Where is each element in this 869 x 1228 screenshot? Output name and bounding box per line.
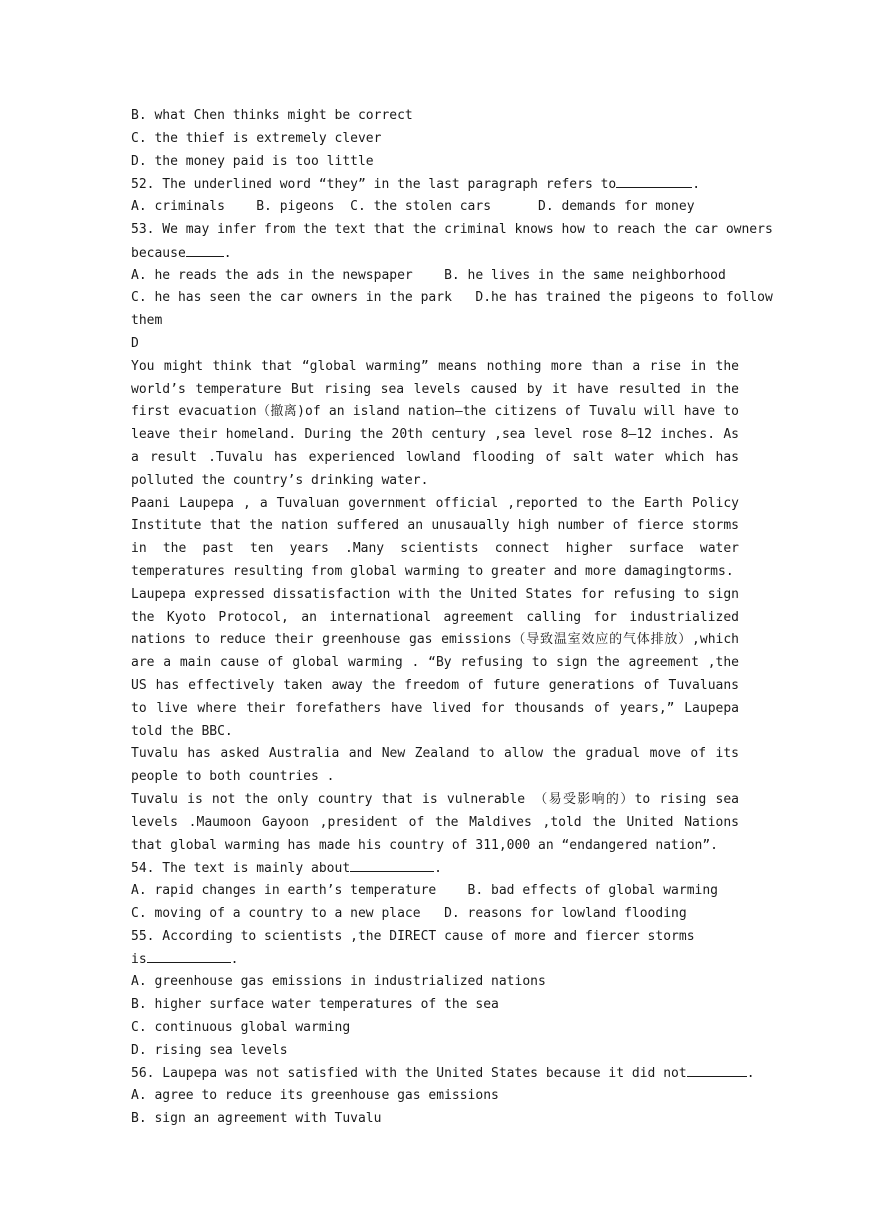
q53-options-cd-cont: them xyxy=(131,313,163,329)
q56-option-a: A. agree to reduce its greenhouse gas emissions xyxy=(131,1088,499,1104)
q55-option-a: A. greenhouse gas emissions in industrialized nations xyxy=(131,974,546,990)
q56-stem-text: 56. Laupepa was not satisfied with the United States because it did not xyxy=(131,1066,687,1082)
q52-stem-end: . xyxy=(692,177,701,193)
q53-options-ab: A. he reads the ads in the newspaper B. he lives in the same neighborhood xyxy=(131,267,726,283)
section-d-label: D xyxy=(131,335,139,351)
q56-answer-blank xyxy=(687,1062,747,1077)
q55-stem-line2 xyxy=(131,948,739,971)
q53-stem-line1: 53. We may infer from the text that the criminal knows how to reach the car owners xyxy=(131,221,773,237)
q56-stem-end: . xyxy=(746,1066,755,1082)
passage-paragraph-5: Tuvalu is not the only country that is vulnerable （易受影响的）to rising sea levels .Maumoon Gayoon ,president of the Maldives ,told the United Nations that global warming has made his country of 311,000 an “endangered nation”. xyxy=(131,791,739,853)
q52-options: A. criminals B. pigeons C. the stolen cars D. demands for money xyxy=(131,199,695,215)
passage-paragraph-1: You might think that “global warming” means nothing more than a rise in the world’s temperature But rising sea levels caused by it have resulted in the first evacuation（撤离)of an island nation—the citizens of Tuvalu will have to leave their homeland. During the 20th century ,sea level rose 8—12 inches. As a result .Tuvalu has experienced lowland flooding of salt water which has polluted the country’s drinking water. xyxy=(131,358,739,488)
q51-option-d: D. the money paid is too little xyxy=(131,153,374,169)
q54-stem-text: 54. The text is mainly about xyxy=(131,861,351,877)
q55-option-c: C. continuous global warming xyxy=(131,1019,351,1035)
q54-options-ab: A. rapid changes in earth’s temperature B. bad effects of global warming xyxy=(131,883,718,899)
q51-option-b: B. what Chen thinks might be correct xyxy=(131,108,413,123)
q56-option-b: B. sign an agreement with Tuvalu xyxy=(131,1111,382,1127)
q54-options-cd: C. moving of a country to a new place D. reasons for lowland flooding xyxy=(131,905,687,921)
q55-option-b: B. higher surface water temperatures of the sea xyxy=(131,997,499,1013)
q55-option-d: D. rising sea levels xyxy=(131,1042,288,1058)
q55-stem-end: . xyxy=(230,952,239,968)
q53-stem-end: . xyxy=(223,245,232,261)
q53-answer-blank xyxy=(186,242,224,257)
q55-stem-text: is xyxy=(131,952,147,968)
exam-page xyxy=(131,105,773,1131)
q55-stem-line1: 55. According to scientists ,the DIRECT cause of more and fiercer storms xyxy=(131,928,695,944)
q54-stem-end: . xyxy=(434,861,442,877)
q55-answer-blank xyxy=(147,948,231,963)
q51-option-c: C. the thief is extremely clever xyxy=(131,130,382,146)
q56-stem xyxy=(131,1062,755,1085)
q54-stem xyxy=(131,857,739,880)
q53-stem-text: because xyxy=(131,245,186,261)
q53-stem-line2 xyxy=(131,242,739,265)
q52-answer-blank xyxy=(616,173,692,188)
q52-stem-text: 52. The underlined word “they” in the last paragraph refers to xyxy=(131,177,617,193)
passage-paragraph-3: Laupepa expressed dissatisfaction with the United States for refusing to sign the Kyoto Protocol, an international agreement calling for industrialized nations to reduce their greenhouse gas emissions（导致温室效应的气体排放）,which are a main cause of global warming . “By refusing to sign the agreement ,the US has effectively taken away the freedom of future generations of Tuvaluans to live where their forefathers have lived for thousands of years,” Laupepa told the BBC. xyxy=(131,586,739,739)
q54-answer-blank xyxy=(350,857,434,872)
passage-paragraph-4: Tuvalu has asked Australia and New Zealand to allow the gradual move of its people to both countries . xyxy=(131,746,739,785)
q52-stem xyxy=(131,173,739,196)
passage-paragraph-2: Paani Laupepa , a Tuvaluan government official ,reported to the Earth Policy Institute that the nation suffered an unusaually high number of fierce storms in the past ten years .Many scientists connect higher surface water temperatures resulting from global warming to greater and more damagingtorms. xyxy=(131,495,739,579)
q53-options-cd: C. he has seen the car owners in the park D.he has trained the pigeons to follow xyxy=(131,290,773,306)
